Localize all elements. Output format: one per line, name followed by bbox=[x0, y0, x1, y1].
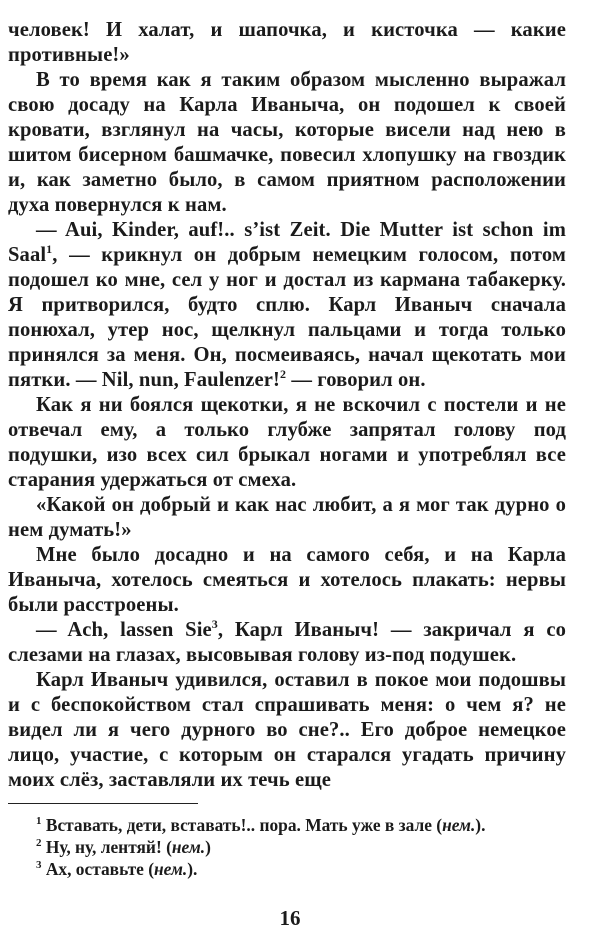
footnote-tail: ). bbox=[475, 815, 486, 835]
paragraph: «Какой он добрый и как нас любит, а я мог так дурно о нем думать!» bbox=[8, 494, 566, 541]
paragraph-text: , Карл Иваныч! — закричал я со слезами на глазах, высовывая голову из-под подушек. bbox=[8, 619, 566, 666]
paragraph-text: , — крикнул он добрым немецким голосом, потом подошел ко мне, сел у ног и достал из кармана табакерку. Я притворился, будто сплю. Карл Иваныч сначала понюхал, утер нос, щелкнул пальцами и тогда только принялся за меня. Он, посмеиваясь, начал щекотать мои пятки. — Nil, nun, Faulenzer! bbox=[8, 244, 566, 391]
footnote-marker: 3 bbox=[211, 617, 218, 632]
footnote bbox=[8, 814, 566, 836]
footnote-divider bbox=[8, 803, 198, 804]
footnotes bbox=[8, 814, 566, 880]
paragraph: Как я ни боялся щекотки, я не вскочил с постели и не отвечал ему, а только глубже запрятал голову под подушки, изо всех сил брыкал ногами и употреблял все старания удержаться от смеха. bbox=[8, 394, 566, 491]
footnote-tail: ) bbox=[205, 837, 211, 857]
paragraph-text: — Ach, lassen Sie bbox=[36, 619, 212, 641]
footnote-number: 1 bbox=[36, 815, 42, 828]
main-text bbox=[8, 18, 566, 793]
footnote-marker: 2 bbox=[280, 367, 287, 382]
footnote-language: нем. bbox=[171, 837, 206, 857]
footnote-number: 2 bbox=[36, 837, 42, 850]
paragraph: Мне было досадно и на самого себя, и на Карла Иваныча, хотелось смеяться и хотелось плакать: нервы были расстроены. bbox=[8, 544, 566, 616]
paragraph: Карл Иваныч удивился, оставил в покое мои подошвы и с беспокойством стал спрашивать меня: о чем я? не видел ли я чего дурного во сне?.. Его доброе немецкое лицо, участие, с которым он старался угадать причину моих слёз, заставляли их течь еще bbox=[8, 669, 566, 791]
footnote-number: 3 bbox=[36, 859, 42, 872]
paragraph bbox=[8, 218, 566, 393]
footnote-language: нем. bbox=[442, 815, 476, 835]
paragraph: человек! И халат, и шапочка, и кисточка — какие противные!» bbox=[8, 19, 566, 66]
page-number: 16 bbox=[279, 906, 301, 930]
footnote-language: нем. bbox=[154, 859, 188, 879]
footnote-text: Вставать, дети, вставать!.. пора. Мать уже в зале ( bbox=[45, 815, 443, 835]
footnote-marker: 1 bbox=[46, 242, 53, 257]
paragraph bbox=[8, 618, 566, 668]
footnote bbox=[8, 836, 566, 858]
paragraph-text: — говорил он. bbox=[286, 369, 426, 391]
footnote-text: Ну, ну, лентяй! ( bbox=[45, 837, 172, 857]
footnote-text: Ах, оставьте ( bbox=[45, 859, 154, 879]
footnote-tail: ). bbox=[187, 859, 198, 879]
footnote bbox=[8, 858, 566, 880]
paragraph: В то время как я таким образом мысленно выражал свою досаду на Карла Иваныча, он подошел к своей кровати, взглянул на часы, которые висели над нею в шитом бисерном башмачке, повесил хлопушку на гвоздик и, как заметно было, в самом приятном расположении духа повернулся к нам. bbox=[8, 69, 566, 216]
paragraph-text: — Aui, Kinder, auf!.. s’ist Zeit. Die Mutter ist schon im Saal bbox=[8, 219, 566, 266]
